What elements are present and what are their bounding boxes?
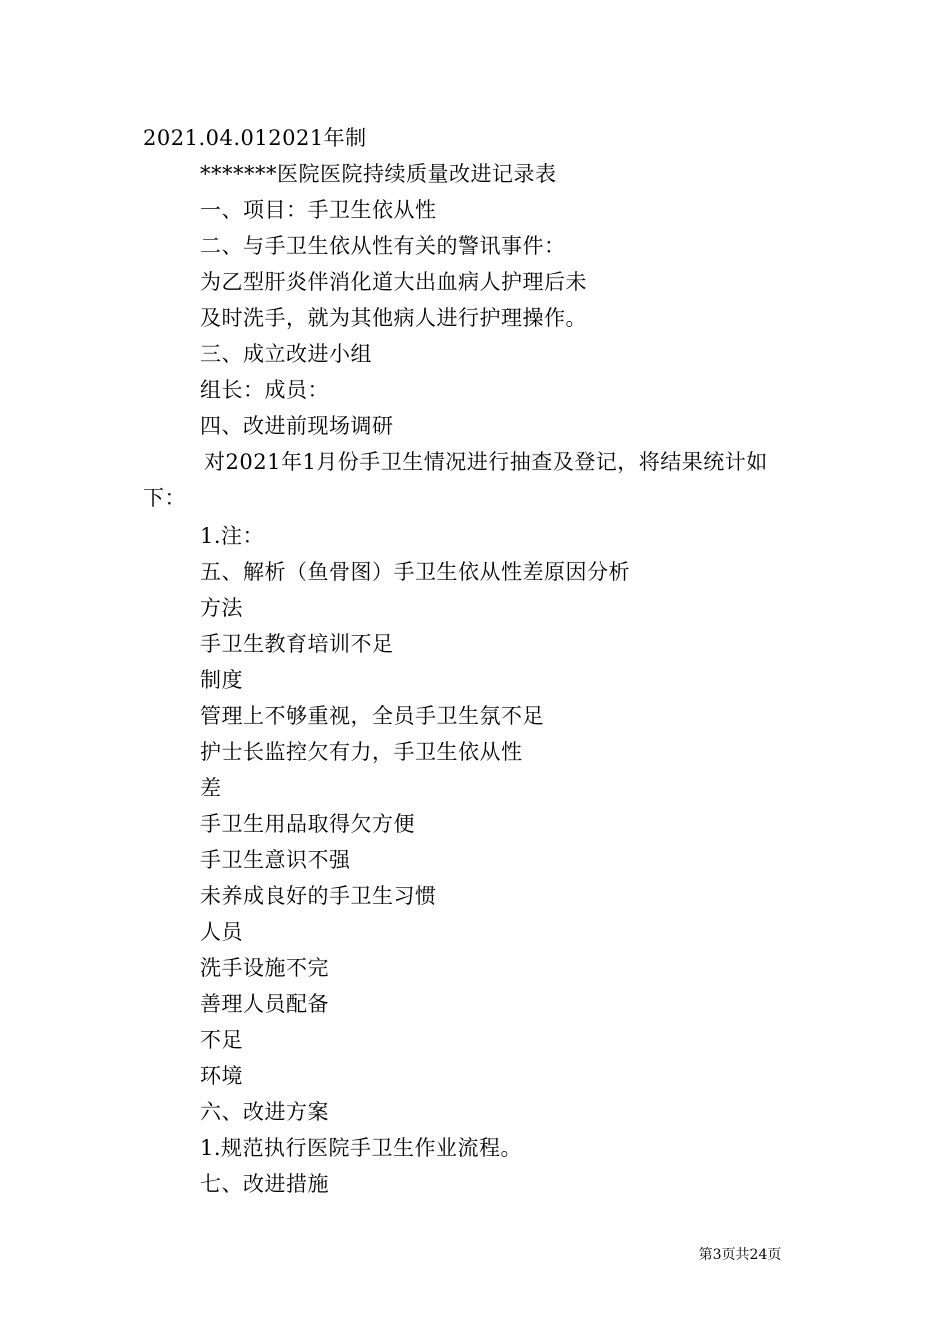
fishbone-label: 未养成良好的手卫生习惯	[200, 884, 437, 908]
fishbone-label: 差	[200, 776, 222, 800]
section-heading-alert-events: 二、与手卫生依从性有关的警讯事件：	[200, 234, 566, 258]
fishbone-label: 制度	[200, 668, 243, 692]
fishbone-label: 手卫生意识不强	[200, 848, 351, 872]
team-members-line: 组长：成员：	[200, 378, 329, 402]
paragraph-line: 对2021年1月份手卫生情况进行抽查及登记，将结果统计如	[204, 450, 768, 474]
fishbone-label: 手卫生教育培训不足	[200, 632, 394, 656]
fishbone-label: 善理人员配备	[200, 992, 329, 1016]
section-heading-measures: 七、改进措施	[200, 1172, 329, 1196]
fishbone-label: 不足	[200, 1028, 243, 1052]
paragraph-line: 下：	[143, 486, 186, 510]
plan-item: 1.规范执行医院手卫生作业流程。	[200, 1136, 523, 1160]
date-line: 2021.04.012021年制	[143, 126, 367, 150]
section-heading-plan: 六、改进方案	[200, 1100, 329, 1124]
fishbone-label: 管理上不够重视，全员手卫生氛不足	[200, 704, 544, 728]
section-heading-project: 一、项目：手卫生依从性	[200, 198, 437, 222]
paragraph-line: 为乙型肝炎伴消化道大出血病人护理后未	[200, 270, 587, 294]
fishbone-label: 洗手设施不完	[200, 956, 329, 980]
fishbone-label: 手卫生用品取得欠方便	[200, 812, 415, 836]
fishbone-label: 护士长监控欠有力，手卫生依从性	[200, 740, 523, 764]
section-heading-team: 三、成立改进小组	[200, 342, 372, 366]
section-heading-survey: 四、改进前现场调研	[200, 414, 394, 438]
paragraph-line: 及时洗手，就为其他病人进行护理操作。	[200, 306, 587, 330]
document-title: *******医院医院持续质量改进记录表	[200, 162, 557, 186]
page-number: 第3页共24页	[698, 1247, 782, 1263]
section-heading-analysis: 五、解析（鱼骨图）手卫生依从性差原因分析	[200, 560, 630, 584]
fishbone-label: 人员	[200, 920, 243, 944]
fishbone-label: 环境	[200, 1064, 243, 1088]
note-line: 1.注：	[200, 524, 265, 548]
fishbone-label: 方法	[200, 596, 243, 620]
